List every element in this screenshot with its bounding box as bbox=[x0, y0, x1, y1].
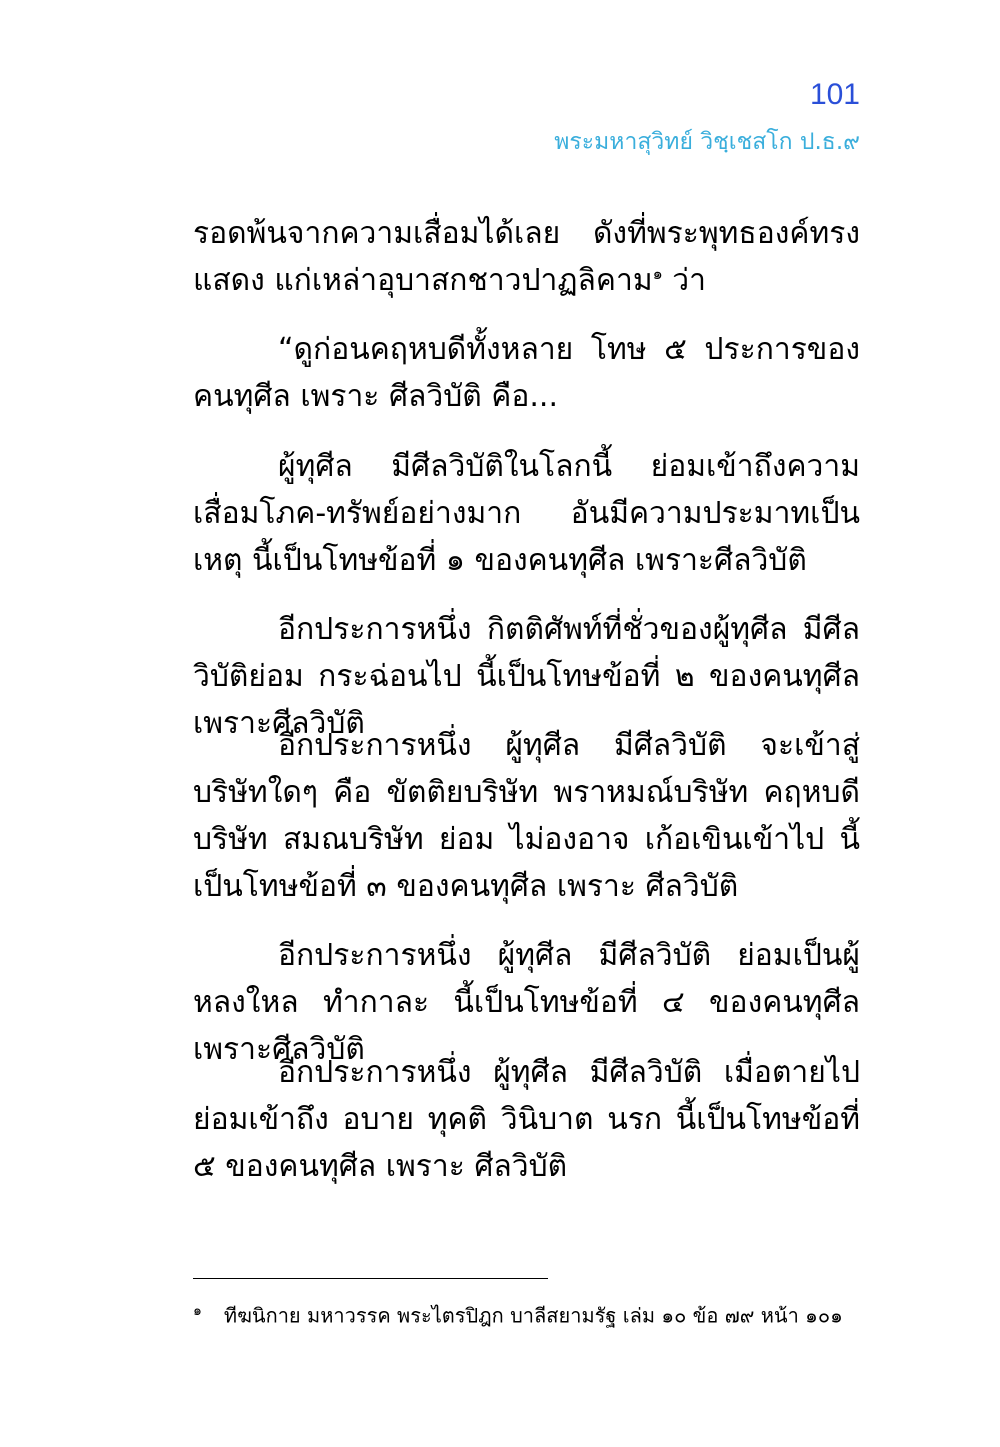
footnote-divider bbox=[193, 1278, 548, 1279]
footnote-ref[interactable]: ๑ bbox=[652, 264, 663, 283]
footnote-text: ทีฆนิกาย มหาวรรค พระไตรปิฎก บาลีสยามรัฐ เล่ม ๑๐ ข้อ ๗๙ หน้า ๑๐๑ bbox=[223, 1303, 843, 1328]
footnote bbox=[193, 1296, 843, 1331]
paragraph-1-tail: ว่า bbox=[662, 263, 706, 298]
paragraph-3: ผู้ทุศีล มีศีลวิบัติในโลกนี้ ย่อมเข้าถึงความเสื่อมโภค-ทรัพย์อย่างมาก อันมีความประมาทเป็นเหตุ นี้เป็นโทษข้อที่ ๑ ของคนทุศีล เพราะศีลวิบัติ bbox=[193, 449, 860, 578]
main-text bbox=[193, 210, 860, 304]
paragraph-5: อีกประการหนึ่ง ผู้ทุศีล มีศีลวิบัติ จะเข้าสู่บริษัทใดๆ คือ ขัตติยบริษัท พราหมณ์บริษัท คฤหบดีบริษัท สมณบริษัท ย่อม ไม่องอาจ เก้อเขินเข้าไป นี้เป็นโทษข้อที่ ๓ ของคนทุศีล เพราะ ศีลวิบัติ bbox=[193, 728, 860, 904]
paragraph-1-text: รอดพ้นจากความเสื่อมได้เลย ดังที่พระพุทธองค์ทรงแสดง แก่เหล่าอุบาสกชาวปาฏลิคาม bbox=[193, 216, 860, 298]
paragraph-1 bbox=[193, 210, 860, 304]
footnote-mark: ๑ bbox=[193, 1303, 202, 1319]
quote-block bbox=[193, 326, 860, 420]
paragraph-4: อีกประการหนึ่ง กิตติศัพท์ที่ชั่วของผู้ทุศีล มีศีลวิบัติย่อม กระฉ่อนไป นี้เป็นโทษข้อที่ ๒ ของคนทุศีล เพราะศีลวิบัติ bbox=[193, 612, 860, 741]
paragraph-2: “ดูก่อนคฤหบดีทั้งหลาย โทษ ๕ ประการของคนทุศีล เพราะ ศีลวิบัติ คือ... bbox=[193, 332, 860, 414]
paragraph-7: อีกประการหนึ่ง ผู้ทุศีล มีศีลวิบัติ เมื่อตายไปย่อมเข้าถึง อบาย ทุคติ วินิบาต นรก นี้เป็นโทษข้อที่ ๕ ของคนทุศีล เพราะ ศีลวิบัติ bbox=[193, 1055, 860, 1184]
running-title: พระมหาสุวิทย์ วิชฺเชสโก ป.ธ.๙ bbox=[554, 129, 860, 155]
page-number: 101 bbox=[809, 78, 860, 111]
paragraph-6: อีกประการหนึ่ง ผู้ทุศีล มีศีลวิบัติ ย่อมเป็นผู้หลงใหล ทำกาละ นี้เป็นโทษข้อที่ ๔ ของคนทุศีล เพราะศีลวิบัติ bbox=[193, 938, 860, 1067]
